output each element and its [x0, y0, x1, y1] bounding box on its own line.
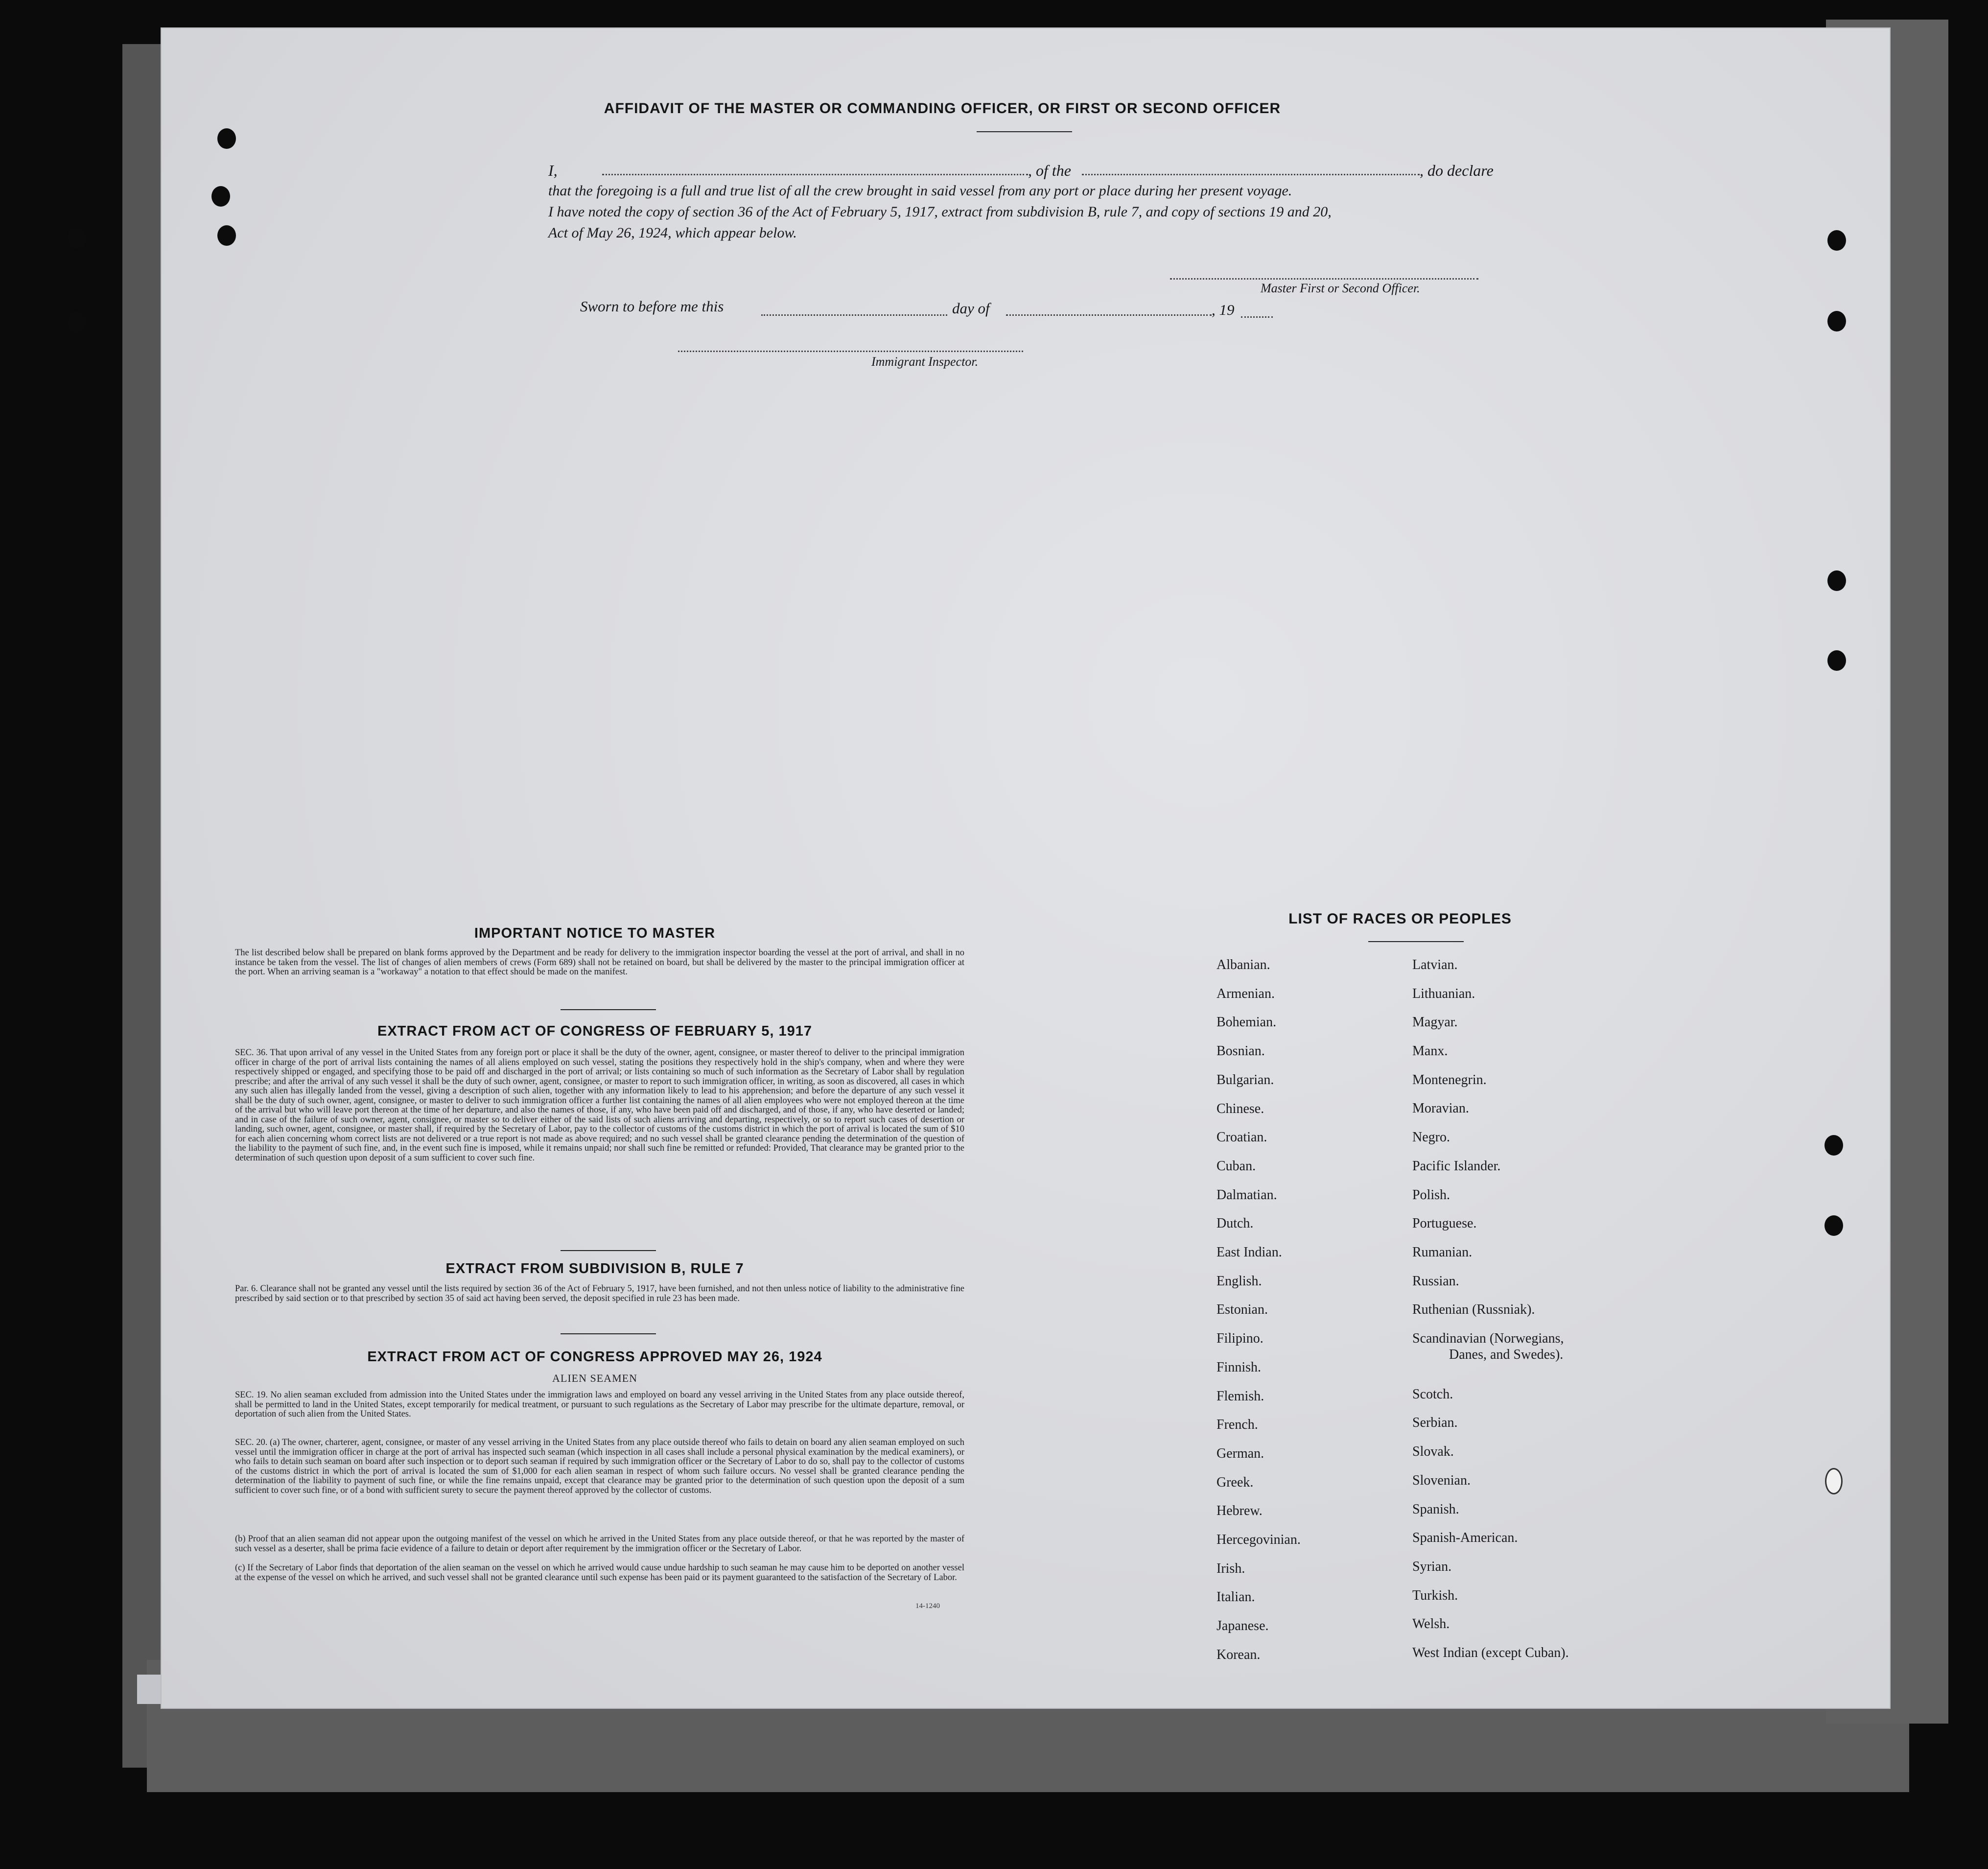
race-item: Lithuanian. [1412, 986, 1475, 1001]
sec20b-body: (b) Proof that an alien seaman did not appear upon the outgoing manifest of the vessel on which he arrived in the United States from any place outside thereof, or that he was reported by the master of such vessel as a deserter, shall be prima facie evidence of a failure to detain or deport after requirement by the immigration officer or the Secretary of Labor. [235, 1534, 964, 1554]
race-item: Greek. [1216, 1475, 1254, 1490]
race-item: Bosnian. [1216, 1043, 1265, 1059]
binding-hole [211, 186, 230, 207]
race-item: Cuban. [1216, 1159, 1256, 1174]
day-of-label: day of [952, 300, 990, 317]
race-item: Bohemian. [1216, 1015, 1277, 1030]
race-item: Spanish. [1412, 1502, 1459, 1517]
race-item: Danes, and Swedes). [1449, 1347, 1564, 1362]
year-blank [1241, 316, 1273, 318]
race-item: Negro. [1412, 1130, 1450, 1145]
race-item: East Indian. [1216, 1245, 1282, 1260]
sworn-label: Sworn to before me this [580, 298, 724, 315]
race-item: Pacific Islander. [1412, 1159, 1501, 1174]
race-item: Rumanian. [1412, 1245, 1473, 1260]
race-item: Polish. [1412, 1187, 1450, 1203]
extract-1917-body: SEC. 36. That upon arrival of any vessel in the United States from any foreign port or place it shall be the duty of the owner, agent, consignee, or master thereof to deliver to the principal immigration officer in charge of the port of arrival lists containing the names of all aliens employed on such vessel, stating the positions they respectively hold in the ship's company, when and where they were respectively shipped or engaged, and specifying those to be paid off and discharged in the port of arrival; or lists containing so much of such information as the Secretary of Labor shall by regulation prescribe; and after the arrival of any such vessel it shall be the duty of such owner, agent, consignee, or master to report to such immigration officer, in writing, as soon as discovered, all cases in which any such alien has illegally landed from the vessel, giving a description of such alien, together with any information likely to lead to his apprehension; and before the departure of any such vessel it shall be the duty of such owner, agent, consignee, or master to deliver to such immigration officer a further list containing the names of all alien employees who were not employed thereon at the time of the arrival but who will leave port thereon at the time of her departure, and also the names of those, if any, who have been paid off and discharged, and of those, if any, who have deserted or landed; and in case of the failure of such owner, agent, consignee, or master so to deliver either of the said lists of such aliens arriving and departing, respectively, or so to report such cases of desertion or landing, such owner, agent, consignee, or master shall, if required by the Secretary of Labor, pay to the collector of customs of the customs district in which the port of arrival is located the sum of $10 for each alien concerning whom correct lists are not delivered or a true report is not made as above required; and no such vessel shall be granted clearance pending the determination of the question of the liability to the payment of such fine, and, in the event such fine is imposed, while it remains unpaid; nor shall such fine be remitted or refunded: Provided, That clearance may be granted prior to the determination of such question upon deposit of a sum sufficient to cover such fine. [235, 1048, 964, 1163]
title-rule [977, 131, 1072, 132]
race-item: Latvian. [1412, 957, 1458, 972]
binding-hole [217, 128, 236, 149]
affidavit-line4: Act of May 26, 1924, which appear below. [548, 225, 797, 241]
race-item: Montenegrin. [1412, 1072, 1487, 1088]
rule7-title: EXTRACT FROM SUBDIVISION B, RULE 7 [445, 1261, 744, 1277]
inspector-signature-line [678, 351, 1023, 352]
binding-hole [1827, 230, 1846, 251]
affidavit-declare: , do declare [1420, 162, 1494, 179]
race-item: Moravian. [1412, 1101, 1469, 1116]
affidavit-title: AFFIDAVIT OF THE MASTER OR COMMANDING OFFICER, OR FIRST OR SECOND OFFICER [604, 100, 1281, 117]
affidavit-i: I, [548, 162, 558, 179]
race-item: Korean. [1216, 1647, 1261, 1662]
race-item: Hebrew. [1216, 1503, 1263, 1518]
race-item: Albanian. [1216, 957, 1270, 972]
race-item: Ruthenian (Russniak). [1412, 1302, 1535, 1317]
master-signature-label: Master First or Second Officer. [1261, 281, 1420, 295]
race-item: Japanese. [1216, 1618, 1269, 1633]
extract-1924-title: EXTRACT FROM ACT OF CONGRESS APPROVED MAY 26, 1924 [367, 1349, 822, 1365]
section-rule [561, 1009, 656, 1010]
race-item: Estonian. [1216, 1302, 1268, 1317]
races-title-rule [1368, 941, 1464, 942]
sec20c-body: (c) If the Secretary of Labor finds that deportation of the alien seaman on the vessel on which he arrived would cause undue hardship to such seaman he may cause him to be deported on another vessel at the expense of the vessel on which he arrived, and such vessel shall not be granted clearance until such expense has been paid or its payment guaranteed to the satisfaction of the Secretary of Labor. [235, 1563, 964, 1583]
binding-hole [1824, 1135, 1843, 1156]
race-item: Finnish. [1216, 1360, 1262, 1375]
race-item: Turkish. [1412, 1588, 1458, 1603]
sworn-month-blank [1006, 314, 1212, 316]
race-item: Irish. [1216, 1561, 1245, 1576]
affidavit-of-the: , of the [1028, 162, 1071, 179]
extract-1917-title: EXTRACT FROM ACT OF CONGRESS OF FEBRUARY 5, 1917 [377, 1023, 813, 1039]
sec20a-body: SEC. 20. (a) The owner, charterer, agent, consignee, or master of any vessel arriving in the United States from any place outside thereof who fails to detain on board any alien seaman employed on such vessel until the immigration officer in charge at the port of arrival has inspected such seaman (which inspection in all cases shall include a personal physical examination by the medical examiners), or who fails to detain such seaman on board after such inspection or to deport such seaman if required by such immigration officer or the Secretary of Labor to do so, shall pay to the collector of customs of the customs district in which the port of arrival is located the sum of $1,000 for each alien seaman in respect of whom such failure occurs. No vessel shall be granted clearance pending the determination of the liability to payment of such fine, or while the fine remains unpaid, except that clearance may be granted prior to the determination of such question upon the deposit of a sum sufficient to cover such fine, or of a bond with sufficient surety to secure the payment thereof approved by the collector of customs. [235, 1438, 964, 1495]
section-rule [561, 1250, 656, 1251]
master-signature-line [1170, 278, 1478, 280]
rule7-body: Par. 6. Clearance shall not be granted any vessel until the lists required by section 36 of the Act of February 5, 1917, have been furnished, and not then unless notice of liability to the administrative fine prescribed by said section or to that prescribed by section 35 of said act having been served, the deposit specified in rule 23 has been made. [235, 1284, 964, 1303]
binding-hole [1825, 1468, 1843, 1494]
race-item: Hercegovinian. [1216, 1532, 1301, 1547]
notice-title: IMPORTANT NOTICE TO MASTER [474, 925, 716, 941]
binding-hole [1827, 311, 1846, 331]
race-item: Flemish. [1216, 1389, 1264, 1404]
inspector-label: Immigrant Inspector. [871, 355, 979, 369]
binding-hole [68, 312, 86, 333]
name-blank [602, 174, 1028, 175]
race-item: German. [1216, 1446, 1264, 1461]
notice-body: The list described below shall be prepared on blank forms approved by the Department and be ready for delivery to the immigration inspector boarding the vessel at the port of arrival, and shall in no instance be taken from the vessel. The list of changes of alien members of crews (Form 689) shall not be retained on board, but shall be delivered by the master to the principal immigration officer at the port. When an arriving seaman is a "workaway" a notation to that effect should be made on the manifest. [235, 948, 964, 977]
race-item: Bulgarian. [1216, 1072, 1274, 1088]
race-item: Portuguese. [1412, 1216, 1477, 1231]
race-item: Armenian. [1216, 986, 1275, 1001]
vessel-blank [1082, 174, 1420, 175]
race-item: French. [1216, 1417, 1258, 1432]
sworn-day-blank [761, 314, 947, 316]
affidavit-line2: that the foregoing is a full and true list of all the crew brought in said vessel from any port or place during her present voyage. [548, 183, 1292, 199]
alien-seamen-subtitle: ALIEN SEAMEN [552, 1372, 637, 1384]
race-item: Serbian. [1412, 1415, 1458, 1430]
year-label: , 19 [1212, 301, 1235, 318]
race-item: Filipino. [1216, 1331, 1263, 1346]
race-item: Russian. [1412, 1274, 1459, 1289]
affidavit-line3: I have noted the copy of section 36 of the Act of February 5, 1917, extract from subdivision B, rule 7, and copy of sections 19 and 20, [548, 204, 1332, 220]
race-item: English. [1216, 1274, 1262, 1289]
race-item: Syrian. [1412, 1559, 1452, 1574]
binding-hole [1827, 570, 1846, 591]
race-item: Chinese. [1216, 1101, 1264, 1116]
race-item: Dalmatian. [1216, 1187, 1277, 1203]
race-item: Manx. [1412, 1043, 1448, 1059]
race-item: Italian. [1216, 1589, 1255, 1605]
binding-hole [1827, 650, 1846, 671]
race-item: West Indian (except Cuban). [1412, 1645, 1569, 1660]
form-number: 14-1240 [915, 1602, 940, 1610]
section-rule [561, 1333, 656, 1334]
race-item: Slovak. [1412, 1444, 1454, 1459]
race-item: Scandinavian (Norwegians, [1412, 1331, 1564, 1346]
race-item: Scotch. [1412, 1387, 1453, 1402]
race-item: Magyar. [1412, 1015, 1458, 1030]
race-item: Welsh. [1412, 1616, 1450, 1632]
sec19-body: SEC. 19. No alien seaman excluded from admission into the United States under the immigration laws and employed on board any vessel arriving in the United States from any place outside thereof, shall be permitted to land in the United States, except temporarily for medical treatment, or pursuant to such regulations as the Secretary of Labor may prescribe for the ultimate departure, removal, or deportation of such alien from the United States. [235, 1390, 964, 1419]
race-item: Dutch. [1216, 1216, 1254, 1231]
races-title: LIST OF RACES OR PEOPLES [1288, 911, 1512, 927]
binding-hole [68, 228, 86, 248]
race-item: Slovenian. [1412, 1473, 1471, 1488]
binding-hole [1824, 1215, 1843, 1236]
binding-hole [217, 225, 236, 246]
race-item: Croatian. [1216, 1130, 1267, 1145]
race-item: Spanish-American. [1412, 1530, 1518, 1545]
